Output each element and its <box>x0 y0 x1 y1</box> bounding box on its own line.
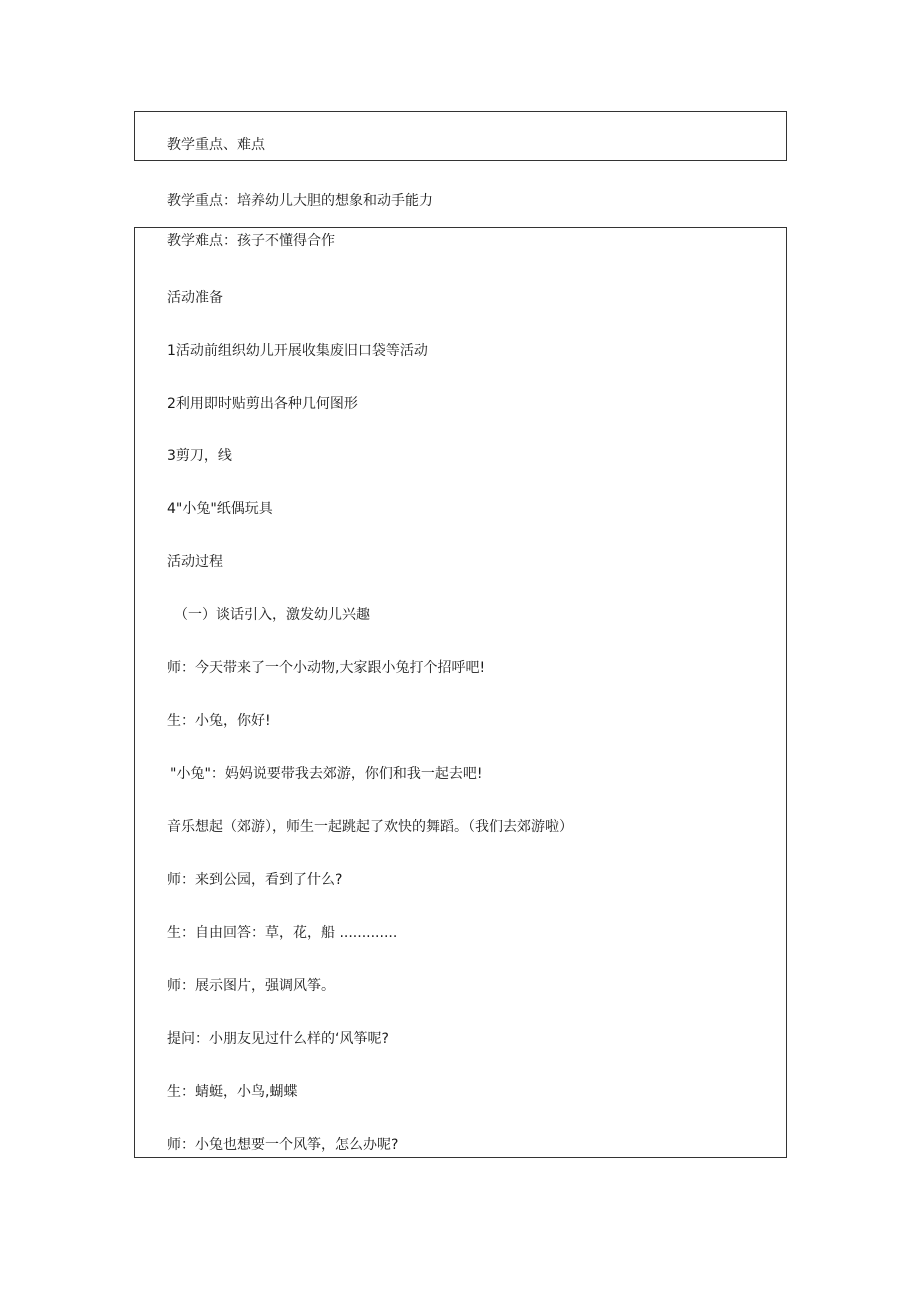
difficulty-text: 教学难点：孩子不懂得合作 <box>167 233 335 249</box>
dialogue-line: 师：小兔也想要一个风筝，怎么办呢? <box>167 1137 399 1153</box>
preparation-item: 4"小兔"纸偶玩具 <box>167 501 273 517</box>
process-step: （一）谈话引入，激发幼儿兴趣 <box>174 607 370 623</box>
dialogue-line: 音乐想起（郊游），师生一起跳起了欢快的舞蹈。（我们去郊游啦） <box>167 819 573 835</box>
key-point-text: 教学重点：培养幼儿大胆的想象和动手能力 <box>167 193 433 209</box>
preparation-heading: 活动准备 <box>167 290 223 306</box>
process-heading: 活动过程 <box>167 554 223 570</box>
dialogue-line: "小兔"：妈妈说要带我去郊游，你们和我一起去吧! <box>170 766 483 782</box>
dialogue-line: 生：自由回答：草，花，船 ............. <box>167 925 398 941</box>
dialogue-line: 生：小兔，你好! <box>167 713 271 729</box>
dialogue-line: 生：蜻蜓，小鸟,蝴蝶 <box>167 1084 298 1100</box>
preparation-item: 1活动前组织幼儿开展收集废旧口袋等活动 <box>167 343 428 359</box>
preparation-item: 2利用即时贴剪出各种几何图形 <box>167 396 358 412</box>
dialogue-line: 师：来到公园，看到了什么? <box>167 872 343 888</box>
dialogue-line: 师：今天带来了一个小动物,大家跟小兔打个招呼吧! <box>167 660 486 676</box>
preparation-item: 3剪刀，线 <box>167 448 232 464</box>
dialogue-line: 提问：小朋友见过什么样的‘风筝呢? <box>167 1031 389 1047</box>
content-box <box>134 227 787 1158</box>
section-heading: 教学重点、难点 <box>167 137 265 153</box>
dialogue-line: 师：展示图片，强调风筝。 <box>167 978 335 994</box>
